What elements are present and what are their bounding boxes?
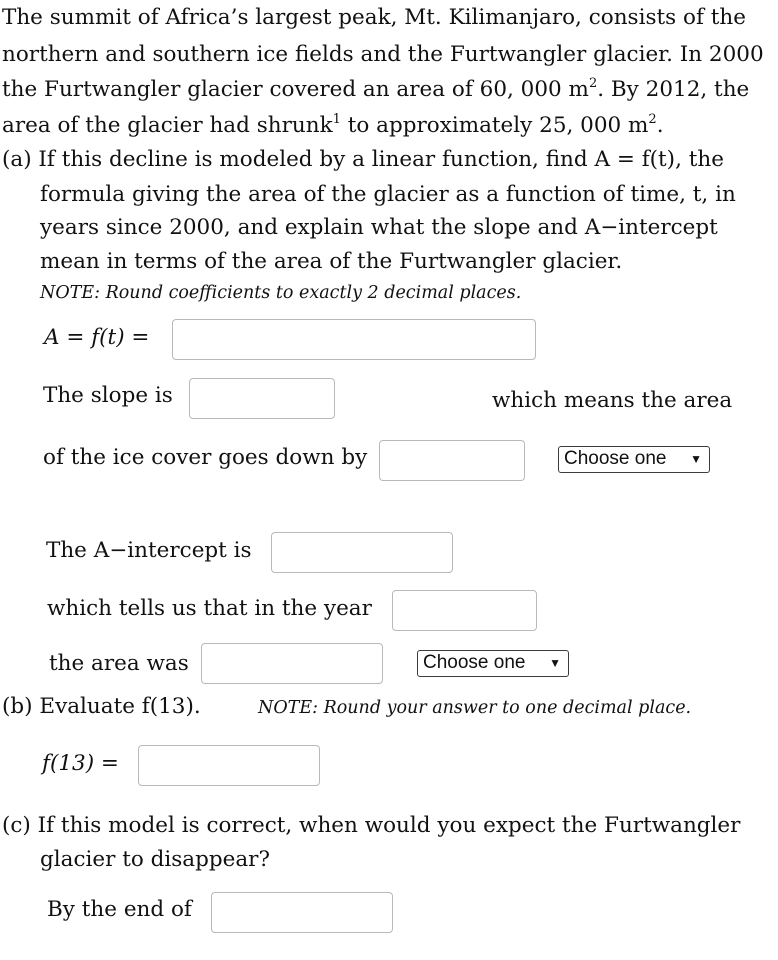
formula-label: A = f(t) =	[44, 325, 150, 350]
part-a-question-line-3: years since 2000, and explain what the slope and A−intercept	[40, 215, 718, 240]
area-input[interactable]	[201, 643, 383, 684]
part-a-question-line-4: mean in terms of the area of the Furtwangler glacier.	[40, 249, 623, 274]
chevron-down-icon: ▼	[549, 656, 561, 670]
rate-unit-select[interactable]	[558, 446, 710, 473]
part-b-note: NOTE: Round your answer to one decimal place.	[258, 698, 692, 718]
disappear-year-input[interactable]	[211, 892, 393, 933]
intercept-input[interactable]	[271, 532, 453, 573]
intro-line-1: The summit of Africa’s largest peak, Mt. Kilimanjaro, consists of the	[2, 5, 746, 30]
ice-cover-label: of the ice cover goes down by	[43, 445, 368, 470]
slope-meaning-text: which means the area	[492, 388, 733, 413]
decrease-amount-input[interactable]	[379, 440, 525, 481]
part-a-question-line-2: formula giving the area of the glacier as a function of time, t, in	[40, 182, 736, 207]
part-c-question-line-2: glacier to disappear?	[40, 847, 270, 872]
year-input[interactable]	[392, 590, 537, 631]
intro-line-3-tail: . By 2012, the	[597, 77, 750, 102]
area-unit-select[interactable]	[417, 650, 569, 677]
superscript-2b: 2	[648, 112, 657, 127]
part-a-question-line-1: (a) If this decline is modeled by a linear function, find A = f(t), the	[2, 147, 724, 172]
slope-label: The slope is	[43, 383, 173, 408]
intro-line-4-mid: to approximately 25, 000 m	[340, 113, 649, 138]
formula-input[interactable]	[172, 319, 536, 360]
f13-input[interactable]	[138, 745, 320, 786]
intro-line-4	[2, 113, 664, 138]
end-of-label: By the end of	[47, 897, 192, 922]
intro-line-2: northern and southern ice fields and the Furtwangler glacier. In 2000	[2, 42, 764, 67]
chevron-down-icon: ▼	[690, 452, 702, 466]
part-c-question-line-1: (c) If this model is correct, when would you expect the Furtwangler	[2, 813, 741, 838]
part-b-title: (b) Evaluate f(13).	[2, 694, 201, 719]
part-a-note: NOTE: Round coefficients to exactly 2 decimal places.	[40, 283, 522, 303]
area-label: the area was	[49, 651, 189, 676]
intro-line-3-text: the Furtwangler glacier covered an area of 60, 000 m	[2, 77, 589, 102]
rate-unit-select-value: Choose one	[564, 448, 667, 469]
f13-label: f(13) =	[42, 751, 119, 776]
year-label: which tells us that in the year	[47, 596, 372, 621]
intercept-label: The A−intercept is	[46, 538, 252, 563]
superscript-2: 2	[588, 76, 598, 91]
intro-line-4-text: area of the glacier had shrunk	[2, 113, 333, 138]
area-unit-select-value: Choose one	[423, 652, 526, 673]
slope-input[interactable]	[189, 378, 335, 419]
intro-line-4-tail: .	[656, 113, 664, 138]
intro-line-3	[2, 77, 749, 102]
footnote-marker: 1	[332, 112, 341, 127]
